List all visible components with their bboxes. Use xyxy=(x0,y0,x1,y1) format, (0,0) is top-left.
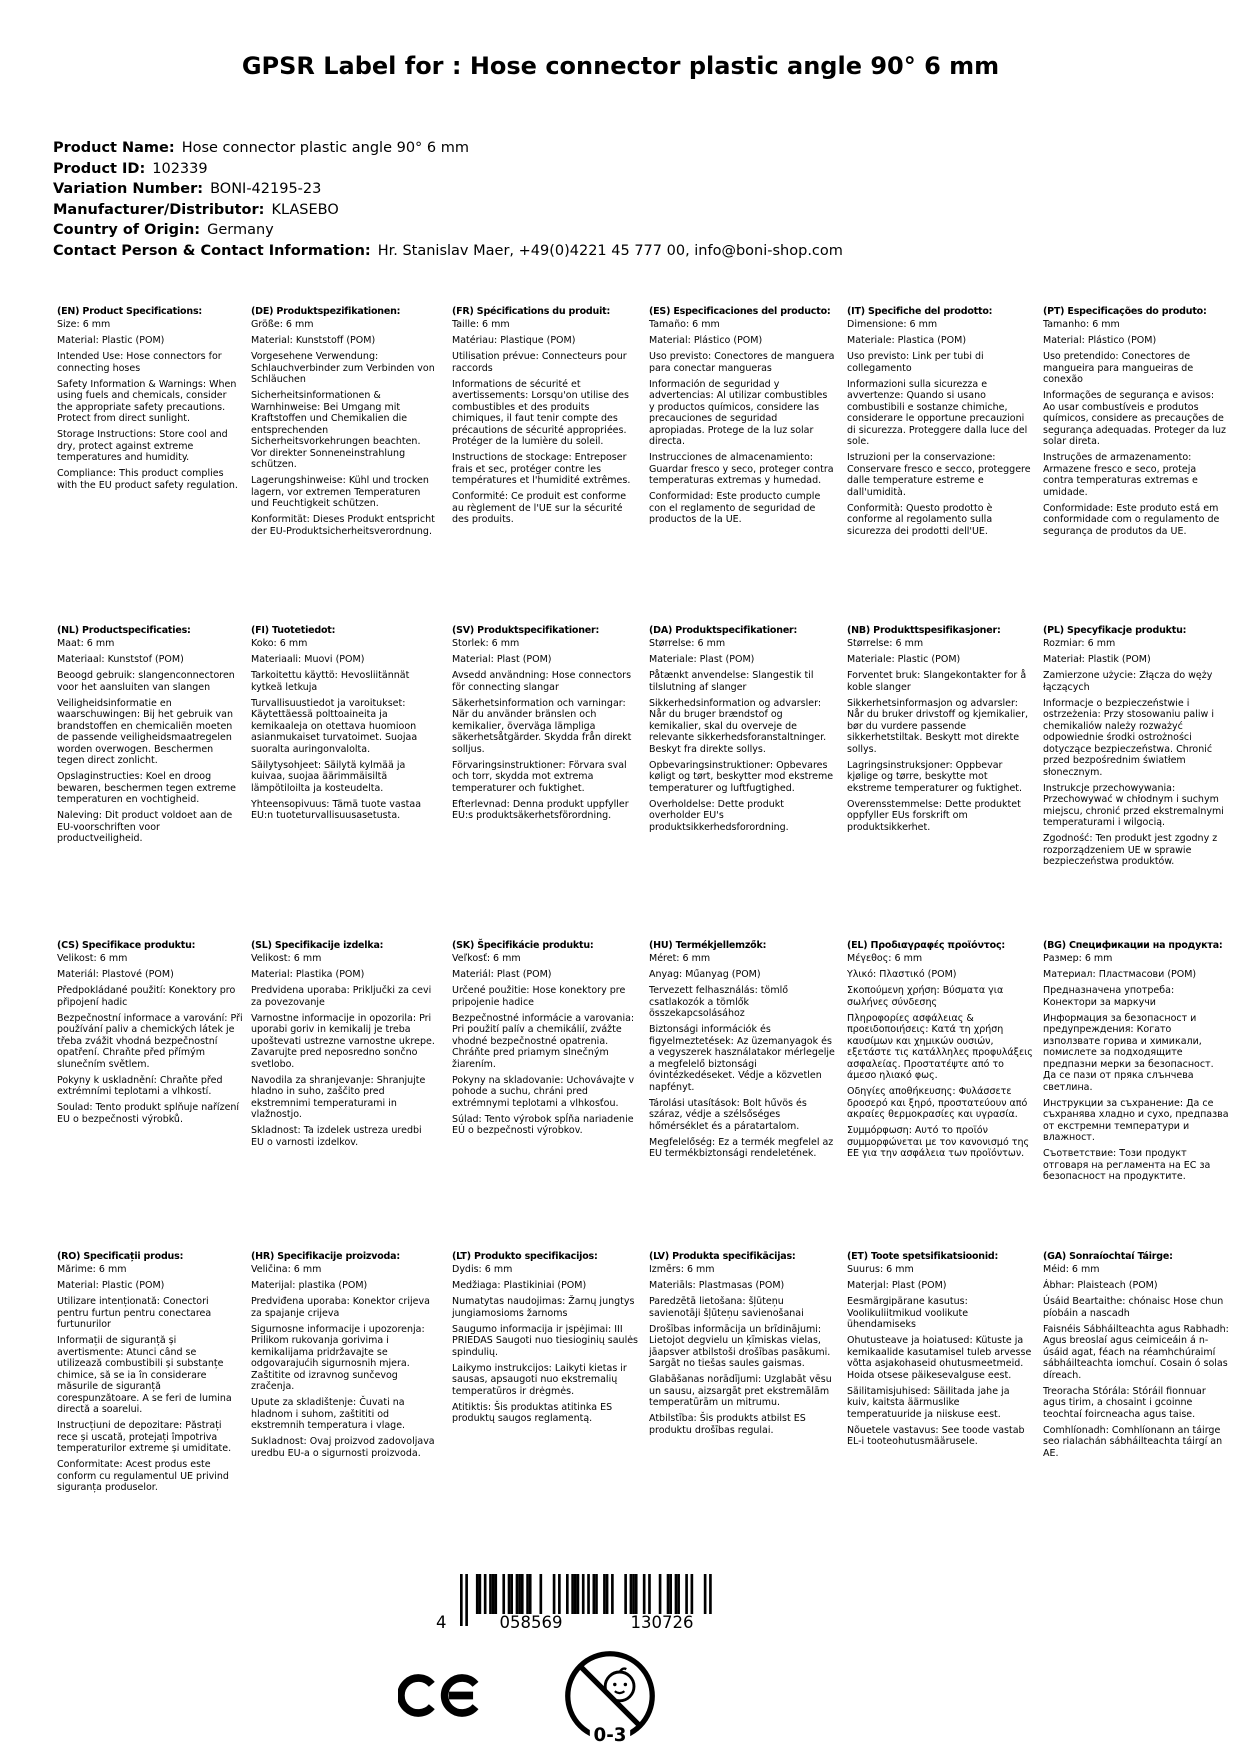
spec-heading-hu: (HU) Termékjellemzők: xyxy=(649,940,767,951)
spec-paragraph: Avsedd användning: Hose connectors för connecting slangar xyxy=(452,670,632,693)
spec-paragraph: Utilizare intenționată: Conectori pentru furtun pentru conectarea furtunurilor xyxy=(57,1296,212,1330)
spec-heading-lv: (LV) Produkta specifikācijas: xyxy=(649,1251,796,1262)
spec-paragraph: Instrukcje przechowywania: Przechowywać w chłodnym i suchym miejscu, chronić przed ekstremalnymi temperaturami i wilgocią. xyxy=(1043,782,1224,828)
spec-block-pt xyxy=(1043,306,1229,542)
spec-paragraph: Sukladnost: Ovaj proizvod zadovoljava uredbu EU-a o sigurnosti proizvoda. xyxy=(251,1436,435,1459)
spec-paragraph: Materjal: Plast (POM) xyxy=(847,1280,947,1291)
contact-value: Hr. Stanislav Maer, +49(0)4221 45 777 00, info@boni-shop.com xyxy=(377,242,843,259)
spec-paragraph: Zgodność: Ten produkt jest zgodny z rozporządzeniem UE w sprawie bezpieczeństwa produktów. xyxy=(1043,833,1218,867)
spec-paragraph: Instructions de stockage: Entreposer frais et sec, protéger contre les températures et l'humidité extrêmes. xyxy=(452,452,631,486)
spec-paragraph: Material: Plástico (POM) xyxy=(649,335,763,346)
spec-paragraph: Instrucciones de almacenamiento: Guardar fresco y seco, proteger contra temperaturas extremas y humedad. xyxy=(649,452,834,486)
spec-paragraph: Material: Plástico (POM) xyxy=(1043,335,1157,346)
manufacturer-label: Manufacturer/Distributor: xyxy=(53,201,265,218)
spec-body-hr xyxy=(251,1264,437,1459)
spec-paragraph: Informații de siguranță și avertismente: Atunci când se utilizează combustibili și substanțe chimice, să se ia în considerare măsurile de siguranță corespunzătoare. A se feri de lumina directă a soarelui. xyxy=(57,1335,232,1415)
spec-paragraph: Faisnéis Sábháilteachta agus Rabhadh: Agus breoslaí agus ceimiceáin á n-úsáid agat, féach na réamhchúraimí sábháilteachta iomchuí. Cosain ó solas díreach. xyxy=(1043,1323,1229,1381)
spec-paragraph: Atitiktis: Šis produktas atitinka ES produktų saugos reglamentą. xyxy=(452,1401,613,1424)
spec-body-el xyxy=(847,953,1033,1160)
spec-paragraph: Laikymo instrukcijos: Laikyti kietas ir sausas, apsaugoti nuo ekstremalių temperatūros ir drėgmės. xyxy=(452,1362,627,1397)
spec-block-el xyxy=(847,940,1033,1164)
spec-paragraph: Úsáid Beartaithe: chónaisc Hose chun píobáin a nascadh xyxy=(1043,1296,1224,1319)
spec-paragraph: Materiał: Plastik (POM) xyxy=(1043,654,1151,665)
spec-paragraph: Conformità: Questo prodotto è conforme al regolamento sulla sicurezza dei prodotti dell'UE. xyxy=(847,502,993,537)
spec-body-it xyxy=(847,319,1033,537)
spec-body-en xyxy=(57,319,243,491)
spec-paragraph: Materiale: Plastic (POM) xyxy=(847,654,961,665)
spec-paragraph: Istruzioni per la conservazione: Conservare fresco e secco, proteggere dalle temperature estreme e dall'umidità. xyxy=(847,452,1031,498)
spec-body-sv xyxy=(452,638,638,822)
spec-paragraph: Materiale: Plast (POM) xyxy=(649,654,755,665)
spec-paragraph: Materiaali: Muovi (POM) xyxy=(251,654,365,665)
spec-paragraph: Bezpečnostné informácie a varovania: Pri použití palív a chemikálií, zvážte vhodné bezpečnostné opatrenia. Chráňte pred priamym slnečným žiarením. xyxy=(452,1012,635,1070)
spec-paragraph: Méret: 6 mm xyxy=(649,953,711,964)
spec-body-sk xyxy=(452,953,638,1137)
spec-paragraph: Safety Information & Warnings: When using fuels and chemicals, consider the appropriate safety precautions. Protect from direct sunlight. xyxy=(57,378,237,424)
spec-body-ga xyxy=(1043,1264,1229,1459)
barcode-left-digits: 058569 xyxy=(468,1614,594,1632)
spec-paragraph: Tarkoitettu käyttö: Hevosliitännät kytkeä letkuja xyxy=(251,670,410,693)
spec-paragraph: Instrucțiuni de depozitare: Păstrați rece și uscată, protejați împotriva temperaturilor extreme și umiditate. xyxy=(57,1420,232,1454)
spec-paragraph: Uso previsto: Conectores de manguera para conectar mangueras xyxy=(649,351,835,374)
spec-paragraph: Tervezett felhasználás: tömlő csatlakozók a tömlők összekapcsolásához xyxy=(649,985,789,1019)
spec-paragraph: Yhteensopivuus: Tämä tuote vastaa EU:n tuoteturvallisuusasetusta. xyxy=(251,798,422,821)
spec-block-nl xyxy=(57,625,243,849)
spec-paragraph: Materiál: Plastové (POM) xyxy=(57,969,174,980)
spec-paragraph: Overensstemmelse: Dette produktet oppfyller EUs forskrift om produktsikkerhet. xyxy=(847,798,1021,833)
spec-paragraph: Informazioni sulla sicurezza e avvertenze: Quando si usano combustibili e sostanze chimiche, considerare le opportune precauzioni di sicurezza. Proteggere dalla luce del sole. xyxy=(847,378,1028,447)
spec-block-fr xyxy=(452,306,638,530)
spec-body-bg xyxy=(1043,953,1229,1183)
product-info xyxy=(53,138,1203,261)
page-title: GPSR Label for : Hose connector plastic angle 90° 6 mm xyxy=(241,52,1000,80)
barcode-right-digits: 130726 xyxy=(602,1614,722,1632)
spec-paragraph: Материал: Пластмасови (POM) xyxy=(1043,969,1197,980)
spec-paragraph: Zamierzone użycie: Złącza do węży łączących xyxy=(1043,670,1213,693)
spec-heading-et: (ET) Toote spetsifikatsioonid: xyxy=(847,1251,999,1262)
spec-paragraph: Veľkosť: 6 mm xyxy=(452,953,521,964)
ean13-barcode xyxy=(434,1574,724,1646)
spec-paragraph: Varnostne informacije in opozorila: Pri uporabi goriv in kemikalij je treba upoštevati ustrezne varnostne ukrepe. Zavarujte pred neposredno sončno svetlobo. xyxy=(251,1012,435,1070)
spec-paragraph: Medžiaga: Plastikiniai (POM) xyxy=(452,1280,587,1291)
spec-heading-cs: (CS) Specifikace produktu: xyxy=(57,940,196,951)
spec-heading-fr: (FR) Spécifications du produit: xyxy=(452,306,611,317)
spec-paragraph: Säkerhetsinformation och varningar: När du använder bränslen och kemikalier, överväga lämpliga säkerhetsåtgärder. Skydda från direkt solljus. xyxy=(452,697,632,755)
spec-block-hu xyxy=(649,940,835,1164)
spec-block-sl xyxy=(251,940,437,1153)
spec-body-pt xyxy=(1043,319,1229,537)
spec-paragraph: Съответствие: Този продукт отговаря на регламента на ЕС за безопасност на продуктите. xyxy=(1043,1148,1211,1182)
spec-paragraph: Informacje o bezpieczeństwie i ostrzeżenia: Przy stosowaniu paliw i chemikaliów należy rozważyć odpowiednie środki ostrożności dotyczące bezpieczeństwa. Chronić przed bezpośrednim światłem słonecznym. xyxy=(1043,697,1214,778)
spec-paragraph: Soulad: Tento produkt splňuje nařízení EU o bezpečnosti výrobků. xyxy=(57,1102,240,1125)
spec-paragraph: Størrelse: 6 mm xyxy=(847,638,924,649)
spec-paragraph: Размер: 6 mm xyxy=(1043,953,1113,964)
spec-block-lv xyxy=(649,1251,835,1441)
spec-body-nb xyxy=(847,638,1033,833)
spec-paragraph: Určené použitie: Hose konektory pre pripojenie hadice xyxy=(452,985,626,1008)
spec-paragraph: Bezpečnostní informace a varování: Při používání paliv a chemických látek je třeba zvážit vhodná bezpečnostní opatření. Chraňte před přímým slunečním světlem. xyxy=(57,1012,243,1070)
variation-number-row xyxy=(53,179,1203,200)
spec-body-sl xyxy=(251,953,437,1148)
spec-body-et xyxy=(847,1264,1033,1448)
spec-paragraph: Utilisation prévue: Connecteurs pour raccords xyxy=(452,351,627,374)
spec-heading-nb: (NB) Produkttspesifikasjoner: xyxy=(847,625,1001,636)
spec-paragraph: Veličina: 6 mm xyxy=(251,1264,322,1275)
spec-paragraph: Suurus: 6 mm xyxy=(847,1264,914,1275)
spec-heading-it: (IT) Specifiche del prodotto: xyxy=(847,306,993,317)
spec-paragraph: Ohutusteave ja hoiatused: Kütuste ja kemikaalide kasutamisel tuleb arvesse võtta asjakohaseid ohutusmeetmeid. Hoida otsese päikesevalguse eest. xyxy=(847,1335,1032,1381)
contact-row xyxy=(53,241,1203,262)
spec-heading-en: (EN) Product Specifications: xyxy=(57,306,202,317)
spec-paragraph: Predviđena uporaba: Konektor crijeva za spajanje crijeva xyxy=(251,1296,430,1319)
spec-paragraph: Treoracha Stórála: Stóráil fionnuar agus tirim, a chosaint i gcoinne teochtaí foircneacha agus taise. xyxy=(1043,1385,1206,1420)
spec-paragraph: Turvallisuustiedot ja varoitukset: Käytettäessä polttoaineita ja kemikaaleja on otettava huomioon asianmukaiset turvatoimet. Suojaa suoralta auringonvalolta. xyxy=(251,697,418,755)
spec-paragraph: Υλικό: Πλαστικό (POM) xyxy=(847,969,957,980)
spec-paragraph: Biztonsági információk és figyelmeztetések: Az üzemanyagok és a vegyszerek használatakor mérlegelje a megfelelő biztonsági óvintézkedéseket. Védje a közvetlen napfényt. xyxy=(649,1024,835,1093)
spec-paragraph: Navodila za shranjevanje: Shranjujte hladno in suho, zaščito pred ekstremnimi temperaturami in vlažnostjo. xyxy=(251,1074,426,1120)
spec-paragraph: Material: Kunststoff (POM) xyxy=(251,335,376,346)
spec-body-da xyxy=(649,638,835,833)
spec-paragraph: Drošības informācija un brīdinājumi: Lietojot degvielu un ķīmiskas vielas, jāapsver atbilstoši drošības pasākumi. Sargāt no tiešas saules gaismas. xyxy=(649,1323,831,1369)
spec-block-de xyxy=(251,306,437,542)
spec-paragraph: Material: Plast (POM) xyxy=(452,654,552,665)
spec-paragraph: Saugumo informacija ir įspėjimai: III PRIEDAS Saugoti nuo tiesioginių saulės spindulių. xyxy=(452,1323,639,1358)
spec-paragraph: Σκοπούμενη χρήση: Βύσματα για σωλήνες σύνδεσης xyxy=(847,985,1004,1008)
spec-paragraph: Material: Plastic (POM) xyxy=(57,335,165,346)
product-name-label: Product Name: xyxy=(53,140,175,156)
spec-paragraph: Materiale: Plastica (POM) xyxy=(847,335,967,346)
spec-heading-da: (DA) Produktspecifikationer: xyxy=(649,625,798,636)
spec-body-fr xyxy=(452,319,638,526)
spec-paragraph: Conformitate: Acest produs este conform cu regulamentul UE privind siguranța produselor. xyxy=(57,1459,229,1493)
spec-paragraph: Nõuetele vastavus: See toode vastab EL-i tooteohutusmäärusele. xyxy=(847,1424,1025,1447)
spec-paragraph: Numatytas naudojimas: Žarnų jungtys jungiamosioms žarnoms xyxy=(452,1296,635,1319)
spec-paragraph: Tamanho: 6 mm xyxy=(1043,319,1120,330)
spec-paragraph: Påtænkt anvendelse: Slangestik til tilslutning af slanger xyxy=(649,670,814,693)
spec-paragraph: Størrelse: 6 mm xyxy=(649,638,726,649)
spec-block-en xyxy=(57,306,243,496)
spec-body-nl xyxy=(57,638,243,845)
spec-paragraph: Size: 6 mm xyxy=(57,319,111,330)
spec-paragraph: Συμμόρφωση: Αυτό το προϊόν συμμορφώνεται με τον κανονισμό της ΕΕ για την ασφάλεια των προϊόντων. xyxy=(847,1125,1030,1159)
spec-paragraph: Material: Plastika (POM) xyxy=(251,969,365,980)
spec-paragraph: Atbilstība: Šis produkts atbilst ES produktu drošības regulai. xyxy=(649,1413,806,1436)
spec-block-da xyxy=(649,625,835,838)
spec-paragraph: Informations de sécurité et avertissements: Lorsqu'on utilise des combustibles et des produits chimiques, il faut tenir compte des précautions de sécurité appropriées. Protéger de la lumière du soleil. xyxy=(452,378,629,447)
spec-paragraph: Materiál: Plast (POM) xyxy=(452,969,552,980)
spec-paragraph: Materiaal: Kunststof (POM) xyxy=(57,654,184,665)
spec-paragraph: Paredzētā lietošana: šļūteņu savienotāji šļūteņu savienošanai xyxy=(649,1296,804,1319)
variation-number-label: Variation Number: xyxy=(53,181,204,197)
spec-block-ro xyxy=(57,1251,243,1498)
spec-heading-el: (EL) Προδιαγραφές προϊόντος: xyxy=(847,940,1005,951)
spec-heading-ro: (RO) Specificații produs: xyxy=(57,1251,184,1262)
spec-heading-nl: (NL) Productspecificaties: xyxy=(57,625,191,636)
spec-paragraph: Πληροφορίες ασφάλειας & προειδοποιήσεις: Κατά τη χρήση καυσίμων και χημικών ουσιών, εξετάστε τις κατάλληλες προφυλάξεις ασφαλείας. Προστατέψτε από το άμεσο ηλιακό φως. xyxy=(847,1012,1033,1081)
country-of-origin-row xyxy=(53,220,1203,241)
spec-paragraph: Matériau: Plastique (POM) xyxy=(452,335,576,346)
spec-paragraph: Materiāls: Plastmasas (POM) xyxy=(649,1280,785,1291)
spec-body-lt xyxy=(452,1264,638,1425)
spec-paragraph: Rozmiar: 6 mm xyxy=(1043,638,1116,649)
country-of-origin-label: Country of Origin: xyxy=(53,222,201,238)
contact-label: Contact Person & Contact Information: xyxy=(53,242,371,259)
spec-paragraph: Conformité: Ce produit est conforme au règlement de l'UE sur la sécurité des produits. xyxy=(452,491,627,525)
spec-paragraph: Comhlíonadh: Comhlíonann an táirge seo rialachán sábháilteachta táirgí an AE. xyxy=(1043,1424,1223,1459)
spec-paragraph: Инструкции за съхранение: Да се съхранява хладно и сухо, предпазва от екстремни температури и влажност. xyxy=(1043,1097,1229,1143)
spec-paragraph: Beoogd gebruik: slangenconnectoren voor het aansluiten van slangen xyxy=(57,670,235,693)
spec-body-cs xyxy=(57,953,243,1125)
spec-heading-ga: (GA) Sonraíochtaí Táirge: xyxy=(1043,1251,1173,1262)
spec-paragraph: Tárolási utasítások: Bolt hűvös és száraz, védje a szélsőséges hőmérséklet és a páratartalom. xyxy=(649,1097,807,1132)
spec-block-hr xyxy=(251,1251,437,1464)
spec-paragraph: Lagringsinstruksjoner: Oppbevar kjølige og tørre, beskytte mot ekstreme temperaturer og fuktighet. xyxy=(847,759,1023,794)
spec-heading-bg: (BG) Спецификации на продукта: xyxy=(1043,940,1223,951)
spec-body-fi xyxy=(251,638,437,822)
spec-paragraph: Koko: 6 mm xyxy=(251,638,308,649)
spec-paragraph: Materijal: plastika (POM) xyxy=(251,1280,368,1291)
spec-paragraph: Opbevaringsinstruktioner: Opbevares køligt og tørt, beskytter mod ekstreme temperaturer og luftfugtighed. xyxy=(649,759,834,794)
spec-paragraph: Conformidade: Este produto está em conformidade com o regulamento de segurança de produtos da UE. xyxy=(1043,502,1220,537)
spec-paragraph: Upute za skladištenje: Čuvati na hladnom i suhom, zaštititi od ekstremnih temperatura i vlage. xyxy=(251,1397,406,1431)
product-id-row xyxy=(53,159,1203,180)
spec-paragraph: Intended Use: Hose connectors for connecting hoses xyxy=(57,351,222,374)
product-id-label: Product ID: xyxy=(53,160,146,177)
spec-block-lt xyxy=(452,1251,638,1429)
spec-body-lv xyxy=(649,1264,835,1436)
spec-paragraph: Storage Instructions: Store cool and dry, protect against extreme temperatures and humidity. xyxy=(57,429,228,463)
spec-paragraph: Ábhar: Plaisteach (POM) xyxy=(1043,1280,1158,1291)
spec-paragraph: Veiligheidsinformatie en waarschuwingen: Bij het gebruik van brandstoffen en chemicaliën moeten de passende veiligheidsmaatregelen worden overwogen. Beschermen tegen direct zonlicht. xyxy=(57,697,233,766)
spec-paragraph: Compliance: This product complies with the EU product safety regulation. xyxy=(57,468,238,491)
spec-paragraph: Méid: 6 mm xyxy=(1043,1264,1100,1275)
spec-paragraph: Předpokládané použití: Konektory pro připojení hadic xyxy=(57,985,236,1008)
spec-block-et xyxy=(847,1251,1033,1452)
spec-paragraph: Dimensione: 6 mm xyxy=(847,319,938,330)
spec-paragraph: Sikkerhetsinformasjon og advarsler: Når du bruker drivstoff og kjemikalier, bør du vurdere passende sikkerhetstiltak. Beskytt mot direkte sollys. xyxy=(847,697,1029,755)
spec-paragraph: Lagerungshinweise: Kühl und trocken lagern, vor extremen Temperaturen und Feuchtigkeit schützen. xyxy=(251,475,429,509)
spec-paragraph: Informações de segurança e avisos: Ao usar combustíveis e produtos químicos, considere as precauções de segurança adequadas. Proteger da luz solar direta. xyxy=(1043,390,1227,447)
country-of-origin-value: Germany xyxy=(207,222,274,238)
spec-paragraph: Glabāšanas norādījumi: Uzglabāt vēsu un sausu, aizsargāt pret ekstremālām temperatūrām un mitrumu. xyxy=(649,1374,832,1408)
spec-block-es xyxy=(649,306,835,530)
spec-heading-sk: (SK) Špecifikácie produktu: xyxy=(452,940,594,951)
spec-heading-fi: (FI) Tuotetiedot: xyxy=(251,625,336,636)
spec-paragraph: Anyag: Műanyag (POM) xyxy=(649,969,761,980)
spec-paragraph: Overholdelse: Dette produkt overholder EU's produktsikkerhedsforordning. xyxy=(649,798,789,833)
spec-body-hu xyxy=(649,953,835,1160)
spec-paragraph: Material: Plastic (POM) xyxy=(57,1280,165,1291)
spec-paragraph: Sikkerhedsinformation og advarsler: Når du bruger brændstof og kemikalier, skal du overveje de relevante sikkerhedsforanstaltninger. Beskyt fra direkte sollys. xyxy=(649,697,827,755)
spec-body-ro xyxy=(57,1264,243,1494)
spec-paragraph: Información de seguridad y advertencias: Al utilizar combustibles y productos químicos, considere las precauciones de seguridad apropiadas. Protege de la luz solar directa. xyxy=(649,378,828,447)
manufacturer-value: KLASEBO xyxy=(271,201,339,218)
spec-paragraph: Forventet bruk: Slangekontakter for å koble slanger xyxy=(847,670,1027,693)
spec-paragraph: Μέγεθος: 6 mm xyxy=(847,953,923,964)
spec-paragraph: Mărime: 6 mm xyxy=(57,1264,127,1275)
spec-paragraph: Naleving: Dit product voldoet aan de EU-voorschriften voor productveiligheid. xyxy=(57,810,233,844)
spec-paragraph: Opslaginstructies: Koel en droog bewaren, beschermen tegen extreme temperaturen en vochtigheid. xyxy=(57,771,237,805)
product-name-value: Hose connector plastic angle 90° 6 mm xyxy=(181,140,469,156)
spec-paragraph: Taille: 6 mm xyxy=(452,319,510,330)
spec-paragraph: Sigurnosne informacije i upozorenja: Prilikom rukovanja gorivima i kemikalijama pridržavajte se odgovarajućih sigurnosnih mjera. Zaštitite od izravnog sunčevog zračenja. xyxy=(251,1323,425,1392)
spec-paragraph: Izmērs: 6 mm xyxy=(649,1264,715,1275)
spec-block-nb xyxy=(847,625,1033,838)
spec-block-ga xyxy=(1043,1251,1229,1464)
spec-paragraph: Efterlevnad: Denna produkt uppfyller EU:s produktsäkerhetsförordning. xyxy=(452,798,629,821)
spec-paragraph: Οδηγίες αποθήκευσης: Φυλάσσετε δροσερό και ξηρό, προστατεύουν από ακραίες θερμοκρασίες και υγρασία. xyxy=(847,1086,1028,1120)
variation-number-value: BONI-42195-23 xyxy=(210,181,322,197)
spec-heading-de: (DE) Produktspezifikationen: xyxy=(251,306,401,317)
spec-paragraph: Skladnost: Ta izdelek ustreza uredbi EU o varnosti izdelkov. xyxy=(251,1125,422,1148)
spec-block-pl xyxy=(1043,625,1229,872)
spec-paragraph: Predvidena uporaba: Priključki za cevi za povezovanje xyxy=(251,985,432,1008)
spec-body-pl xyxy=(1043,638,1229,868)
spec-paragraph: Velikost: 6 mm xyxy=(57,953,128,964)
spec-block-fi xyxy=(251,625,437,826)
spec-paragraph: Instruções de armazenamento: Armazene fresco e seco, proteja contra temperaturas extremas e umidade. xyxy=(1043,452,1198,498)
spec-paragraph: Eesmärgipärane kasutus: Voolikuliitmikud voolikute ühendamiseks xyxy=(847,1296,969,1330)
spec-block-bg xyxy=(1043,940,1229,1187)
spec-paragraph: Größe: 6 mm xyxy=(251,319,314,330)
spec-body-es xyxy=(649,319,835,526)
spec-paragraph: Sicherheitsinformationen & Warnhinweise: Bei Umgang mit Kraftstoffen und Chemikalien die entsprechenden Sicherheitsvorkehrungen beachten. Vor direkter Sonneneinstrahlung schützen. xyxy=(251,390,421,470)
spec-heading-lt: (LT) Produkto specifikacijos: xyxy=(452,1251,598,1262)
spec-paragraph: Maat: 6 mm xyxy=(57,638,115,649)
spec-paragraph: Förvaringsinstruktioner: Förvara sval och torr, skydda mot extrema temperaturer och fuktighet. xyxy=(452,759,627,794)
spec-paragraph: Súlad: Tento výrobok spĺňa nariadenie EÚ o bezpečnosti výrobkov. xyxy=(452,1113,634,1136)
spec-block-sk xyxy=(452,940,638,1141)
spec-paragraph: Информация за безопасност и предупреждения: Когато използвате горива и химикали, помислете за подходящите предпазни мерки за безопасност. Да се пази от пряка слънчева светлина. xyxy=(1043,1012,1214,1093)
spec-paragraph: Konformität: Dieses Produkt entspricht der EU-Produktsicherheitsverordnung. xyxy=(251,514,435,537)
spec-paragraph: Velikost: 6 mm xyxy=(251,953,322,964)
spec-heading-pt: (PT) Especificações do produto: xyxy=(1043,306,1207,317)
product-id-value: 102339 xyxy=(152,160,208,177)
age-warning-text: 0-3 xyxy=(593,1725,627,1744)
spec-heading-sl: (SL) Specifikacije izdelka: xyxy=(251,940,384,951)
spec-block-cs xyxy=(57,940,243,1130)
spec-paragraph: Uso previsto: Link per tubi di collegamento xyxy=(847,351,984,374)
spec-paragraph: Tamaño: 6 mm xyxy=(649,319,720,330)
spec-paragraph: Megfelelőség: Ez a termék megfelel az EU termékbiztonsági rendeletének. xyxy=(649,1136,834,1159)
spec-paragraph: Dydis: 6 mm xyxy=(452,1264,513,1275)
product-name-row xyxy=(53,138,1203,159)
spec-paragraph: Pokyny na skladovanie: Uchovávajte v pohode a suchu, chráni pred extrémnymi teplotami a vlhkosťou. xyxy=(452,1074,635,1109)
spec-heading-es: (ES) Especificaciones del producto: xyxy=(649,306,831,317)
spec-paragraph: Säilitamisjuhised: Säilitada jahe ja kuiv, kaitsta äärmuslike temperatuuride ja niiskuse eest. xyxy=(847,1385,1010,1420)
spec-paragraph: Pokyny k uskladnění: Chraňte před extrémními teplotami a vlhkostí. xyxy=(57,1074,223,1097)
spec-body-de xyxy=(251,319,437,537)
spec-paragraph: Предназначена употреба: Конектори за маркучи xyxy=(1043,985,1175,1008)
spec-paragraph: Conformidad: Este producto cumple con el reglamento de seguridad de productos de la UE. xyxy=(649,491,821,525)
spec-heading-hr: (HR) Specifikacije proizvoda: xyxy=(251,1251,400,1262)
spec-paragraph: Säilytysohjeet: Säilytä kylmää ja kuivaa, suojaa äärimmäisiltä lämpötiloilta ja kosteudelta. xyxy=(251,759,406,794)
ce-mark-icon xyxy=(398,1672,484,1723)
spec-block-it xyxy=(847,306,1033,542)
spec-paragraph: Storlek: 6 mm xyxy=(452,638,520,649)
spec-paragraph: Vorgesehene Verwendung: Schlauchverbinder zum Verbinden von Schläuchen xyxy=(251,351,435,385)
manufacturer-row xyxy=(53,200,1203,221)
age-warning-0-3-icon xyxy=(562,1648,658,1748)
spec-block-sv xyxy=(452,625,638,826)
spec-heading-pl: (PL) Specyfikacje produktu: xyxy=(1043,625,1187,636)
spec-paragraph: Uso pretendido: Conectores de mangueira para mangueiras de conexão xyxy=(1043,351,1194,385)
barcode-prefix-digit: 4 xyxy=(436,1613,447,1632)
spec-heading-sv: (SV) Produktspecifikationer: xyxy=(452,625,600,636)
